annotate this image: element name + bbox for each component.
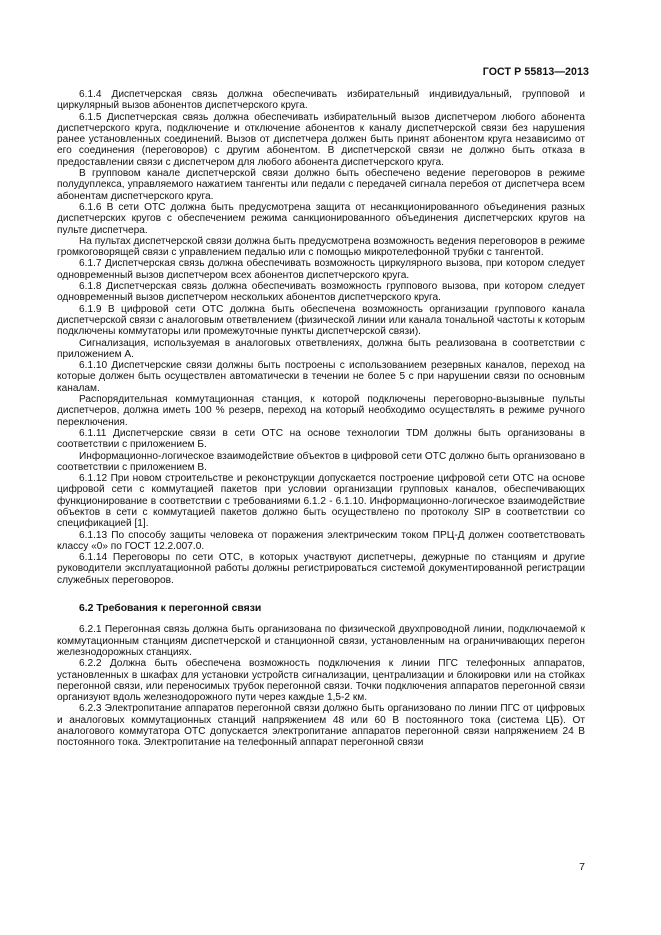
section-6-1-paragraphs xyxy=(57,89,585,586)
paragraph: 6.2.3 Электропитание аппаратов перегонной связи должно быть организовано по линии ПГС от цифровых и аналоговых коммутационных станций напряжением 48 или 60 В постоянного тока (система ЦБ). От аналогового коммутатора ОТС допускается электропитание аппаратов перегонной связи напряжением 24 В постоянного тока. Электропитание на телефонный аппарат перегонной связи xyxy=(57,703,585,749)
paragraph: 6.1.14 Переговоры по сети ОТС, в которых участвуют диспетчеры, дежурные по станциям и другие руководители эксплуатационной работы должны регистрироваться системой документированной регистрации служебных переговоров. xyxy=(57,552,585,586)
paragraph: На пультах диспетчерской связи должна быть предусмотрена возможность ведения переговоров в режиме громкоговорящей связи с управлением педалью или с помощью микротелефонной трубки с тангентой. xyxy=(57,235,585,259)
paragraph: 6.2.2 Должна быть обеспечена возможность подключения к линии ПГС телефонных аппаратов, установленных в шкафах для установки устройств сигнализации, централизации и блокировки или на стойках перегонной связи, или переносимых трубок перегонной связи. Точки подключения аппаратов перегонной связи организуют вдоль железнодорожного пути через каждые 1,5-2 км. xyxy=(57,658,585,704)
paragraph: 6.1.9 В цифровой сети ОТС должна быть обеспечена возможность организации группового канала диспетчерской связи с аналоговым ответвлением (физической линии или канала тональной частоты к которым подключены коммутаторы или промежуточные пункты диспетчерской связи). xyxy=(57,303,585,338)
paragraph: 6.1.8 Диспетчерская связь должна обеспечивать возможность группового вызова, при котором следует одновременный вызов диспетчером нескольких абонентов диспетчерского круга. xyxy=(57,281,585,304)
document-body xyxy=(57,89,585,749)
paragraph: 6.2.1 Перегонная связь должна быть организована по физической двухпроводной линии, подключаемой к коммутационным станциям диспетчерской и станционной связи, установленным на ограничивающих перегон железнодорожных станциях. xyxy=(57,624,585,658)
document-header: ГОСТ Р 55813—2013 xyxy=(482,66,589,78)
paragraph: 6.1.11 Диспетчерские связи в сети ОТС на основе технологии TDM должны быть организованы в соответствии с приложением Б. xyxy=(57,427,585,451)
paragraph: 6.1.13 По способу защиты человека от поражения электрическим током ПРЦ-Д должен соответствовать классу «0» по ГОСТ 12.2.007.0. xyxy=(57,529,585,552)
paragraph: 6.1.5 Диспетчерская связь должна обеспечивать избирательный вызов диспетчером любого абонента диспетчерского круга, подключение и отключение абонентов к каналу диспетчерской связи без нарушения ранее установленных соединений. Вызов от диспетчера должен быть принят абонентом круга независимо от его соединения (переговоров) с другим абонентом. В диспетчерской связи не должно быть отказа в предоставлении связи с диспетчером для любого абонента диспетчерского круга. xyxy=(57,111,585,168)
paragraph: Информационно-логическое взаимодействие объектов в цифровой сети ОТС должно быть организовано в соответствии с приложением В. xyxy=(57,450,585,473)
paragraph: В групповом канале диспетчерской связи должно быть обеспечено ведение переговоров в режиме полудуплекса, управляемого нажатием тангенты или педали с передачей сигнала перебоя от диспетчера всем абонентам диспетчерского круга. xyxy=(57,168,585,202)
paragraph: 6.1.10 Диспетчерские связи должны быть построены с использованием резервных каналов, переход на которые должен быть осуществлен автоматически в течении не более 5 с при нарушении связи по основным каналам. xyxy=(57,360,585,394)
section-title: 6.2 Требования к перегонной связи xyxy=(79,603,262,615)
page-number: 7 xyxy=(579,861,585,873)
paragraph: Сигнализация, используемая в аналоговых ответвлениях, должна быть реализована в соответствии с приложением А. xyxy=(57,337,585,360)
paragraph: 6.1.4 Диспетчерская связь должна обеспечивать избирательный индивидуальный, групповой и циркулярный вызов абонентов диспетчерского круга. xyxy=(57,89,585,112)
paragraph: 6.1.7 Диспетчерская связь должна обеспечивать возможность циркулярного вызова, при котором следует одновременный вызов диспетчером всех абонентов диспетчерского круга. xyxy=(57,258,585,281)
section-6-2-paragraphs xyxy=(57,624,585,748)
paragraph: Распорядительная коммутационная станция, к которой подключены переговорно-вызывные пульты диспетчеров, должна иметь 100 % резерв, переход на который необходимо осуществлять в режиме ручного переключения. xyxy=(57,394,585,428)
paragraph: 6.1.6 В сети ОТС должна быть предусмотрена защита от несанкционированного объединения разных диспетчерских кругов с обеспечением режима санкционированного объединения диспетчерских кругов на пульте диспетчера. xyxy=(57,201,585,236)
paragraph: 6.1.12 При новом строительстве и реконструкции допускается построение цифровой сети ОТС на основе цифровой сети с коммутацией пакетов при условии организации групповых каналов, обеспечивающих функционирование в соответствии с требованиями 6.1.2 - 6.1.10. Информационно-логическое взаимодействие объектов в сети с коммутацией пакетов должно быть осуществлено по протоколу SIP в соответствии со спецификацией [1]. xyxy=(57,473,585,530)
